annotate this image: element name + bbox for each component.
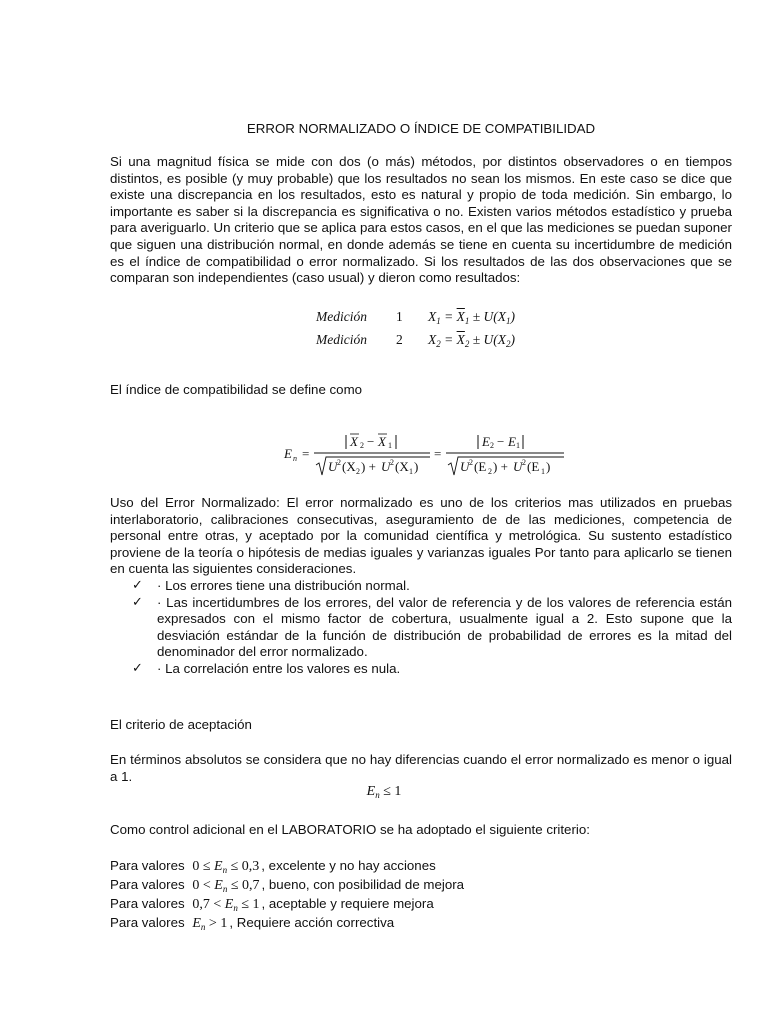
svg-text:n: n (293, 454, 297, 463)
list-item (110, 661, 732, 678)
en-limit-value: ≤ 1 (383, 784, 402, 799)
svg-text:U: U (328, 459, 338, 474)
criteria-prefix: Para valores (110, 877, 185, 892)
criteria-upper: ≤ 0,3 (230, 859, 260, 874)
medicion-label: Medición (316, 309, 367, 324)
criteria-text: , excelente y no hay acciones (261, 858, 436, 873)
criteria-expression: $0,7 < E_n \le 1$ (192, 897, 260, 913)
criteria-expression: $0 < E_n \le 0,7$ (192, 878, 260, 894)
svg-text:E: E (508, 434, 516, 449)
medicion-equation-2: $X_2 = X_2 \pm U(X_2)$ (428, 332, 516, 349)
criteria-expression: $0 \le E_n \le 0,3$ (192, 859, 260, 875)
considerations-list (110, 578, 732, 678)
absolutos-paragraph: En términos absolutos se considera que no hay diferencias cuando el error normalizado es menor o igual a 1. (110, 752, 732, 784)
medicion-number: 1 (396, 309, 403, 324)
criteria-upper: ≤ 1 (241, 897, 260, 912)
svg-text:=: = (302, 446, 310, 461)
criteria-lower: 0 < (192, 878, 211, 893)
medicion-number: 2 (396, 332, 403, 347)
svg-text:X: X (350, 434, 358, 449)
svg-text:U: U (460, 459, 470, 474)
list-item (110, 595, 732, 661)
criteria-expression: $E_n > 1$ (192, 916, 228, 932)
criteria-upper: ≤ 0,7 (230, 878, 260, 893)
svg-text:(X: (X (395, 459, 409, 474)
svg-text:=: = (434, 446, 442, 461)
criteria-text: , bueno, con posibilidad de mejora (261, 877, 465, 892)
svg-text:E: E (284, 446, 292, 461)
svg-text:1: 1 (516, 441, 520, 450)
svg-text:) +: ) + (361, 459, 376, 474)
svg-text:(E: (E (527, 459, 540, 474)
criteria-text: , Requiere acción correctiva (229, 915, 395, 930)
svg-text:2: 2 (490, 441, 494, 450)
svg-text:2: 2 (469, 458, 473, 467)
medicion-row-2 (316, 328, 556, 351)
svg-text:2: 2 (522, 458, 526, 467)
control-paragraph: Como control adicional en el LABORATORIO se ha adoptado el siguiente criterio: (110, 822, 590, 837)
criteria-row (110, 856, 732, 875)
svg-text:−: − (367, 434, 375, 449)
consideration-text: · La correlación entre los valores es nula. (157, 660, 401, 676)
criteria-prefix: Para valores (110, 896, 185, 911)
check-icon: ✓ (132, 660, 143, 676)
svg-text:) +: ) + (493, 459, 508, 474)
check-icon: ✓ (132, 578, 143, 593)
svg-text:2: 2 (360, 441, 364, 450)
medicion-equation-1: $X_1 = X_1 \pm U(X_1)$ (428, 309, 516, 326)
consideration-text: · Los errores tiene una distribución normal. (157, 578, 410, 593)
en-formula (280, 425, 570, 481)
medicion-row-1 (316, 305, 556, 328)
criteria-upper: > 1 (208, 916, 228, 931)
document-title: ERROR NORMALIZADO O ÍNDICE DE COMPATIBILIDAD (246, 121, 596, 136)
criteria-row (110, 875, 732, 894)
criteria-text: , aceptable y requiere mejora (261, 896, 434, 911)
svg-text:X: X (378, 434, 386, 449)
list-item (110, 578, 732, 595)
svg-text:U: U (381, 459, 391, 474)
en-limit-equation: $E_n \le 1$ (366, 784, 402, 800)
medicion-label: Medición (316, 332, 367, 347)
consideration-text: · Las incertidumbres de los errores, del valor de referencia y de los valores de referencia están expresados con el mismo factor de cobertura, usualmente igual a 2. Esto supone que la desviación estándar de la función de distribución de probabilidad de errores es la mitad del denominador del error normalizado. (157, 594, 732, 660)
svg-text:2: 2 (337, 458, 341, 467)
svg-text:1: 1 (388, 441, 392, 450)
svg-text:2: 2 (488, 467, 492, 476)
criteria-row (110, 913, 732, 932)
svg-text:1: 1 (541, 467, 545, 476)
svg-text:−: − (497, 434, 505, 449)
criteria-lower: 0 ≤ (192, 859, 211, 874)
criterio-heading: El criterio de aceptación (110, 717, 252, 732)
svg-text:): ) (414, 459, 419, 474)
uso-paragraph: Uso del Error Normalizado: El error normalizado es uno de los criterios mas utilizados en pruebas interlaboratorio, calibraciones consecutivas, aseguramiento de de las mediciones, competencia de personal entre otras, y aceptado por la comunidad científica y metrológica. Su sustento estadístico proviene de la teoría o hipótesis de medias iguales y varianzas iguales Por tanto para aplicarlo se tienen en cuenta las siguientes consideraciones. (110, 495, 732, 577)
criteria-prefix: Para valores (110, 858, 185, 873)
svg-text:(X: (X (342, 459, 356, 474)
intro-paragraph: Si una magnitud física se mide con dos (o más) métodos, por distintos observadores o en tiempos distintos, es posible (y muy probable) que los resultados no sean los mismos. En este caso se dice que existe una discrepancia en los resultados, esto es natural y propio de toda medición. Sin embargo, lo importante es saber si la discrepancia es significativa o no. Existen varios métodos estadístico y prueba para averiguarlo. Un criterio que se aplica para estos casos, en el que las mediciones se puedan suponer que siguen una distribución normal, en donde además se tiene en cuenta su incertidumbre de medición es el índice de compatibilidad o error normalizado. Si los resultados de las dos observaciones que se comparan son independientes (caso usual) y dieron como resultados: (110, 154, 732, 286)
svg-text:1: 1 (409, 467, 413, 476)
criteria-prefix: Para valores (110, 915, 185, 930)
check-icon: ✓ (132, 594, 143, 610)
criteria-list (110, 856, 732, 932)
criteria-row (110, 894, 732, 913)
svg-text:(E: (E (474, 459, 487, 474)
svg-text:): ) (546, 459, 551, 474)
svg-text:E: E (482, 434, 490, 449)
svg-text:2: 2 (356, 467, 360, 476)
svg-text:U: U (513, 459, 523, 474)
criteria-lower: 0,7 < (192, 897, 222, 912)
svg-text:2: 2 (390, 458, 394, 467)
indice-intro: El índice de compatibilidad se define como (110, 382, 363, 397)
mediciones-equations (316, 305, 556, 351)
